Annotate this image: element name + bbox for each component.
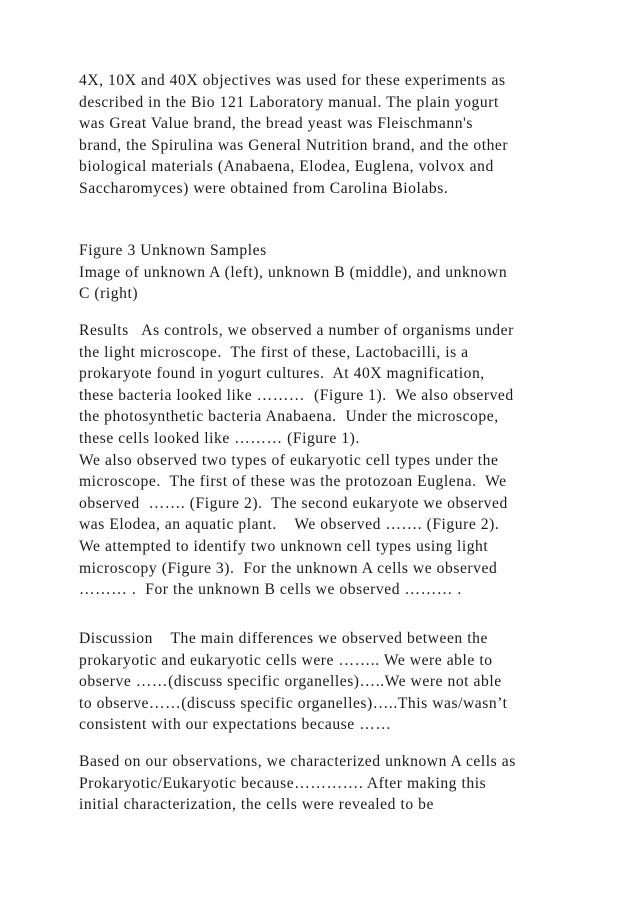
results-paragraph [79, 320, 599, 601]
text-line: ……… . For the unknown B cells we observed ……… . [79, 581, 462, 599]
text-line: We also observed two types of eukaryotic cell types under the [79, 451, 499, 469]
text-line: Saccharomyces) were obtained from Carolina Biolabs. [79, 179, 449, 197]
text-line: was Elodea, an aquatic plant. We observed ……. (Figure 2). [79, 516, 500, 534]
text-line: Image of unknown A (left), unknown B (middle), and unknown [79, 263, 508, 281]
text-line: these cells looked like ……… (Figure 1). [79, 429, 360, 447]
text-line: brand, the Spirulina was General Nutrition brand, and the other [79, 136, 509, 154]
text-line: Based on our observations, we characterized unknown A cells as [79, 753, 516, 770]
text-line: Discussion The main differences we observed between the [79, 630, 488, 647]
discussion-paragraph [79, 628, 599, 736]
text-line: microscopy (Figure 3). For the unknown A cells we observed [79, 559, 498, 577]
text-line: observe ……(discuss specific organelles)…..We were not able [79, 673, 502, 691]
text-line: microscope. The first of these was the protozoan Euglena. We [79, 473, 507, 491]
text-line: We attempted to identify two unknown cell types using light [79, 537, 489, 555]
text-line: the photosynthetic bacteria Anabaena. Under the microscope, [79, 408, 499, 426]
methods-paragraph [79, 70, 599, 200]
text-line: prokaryote found in yogurt cultures. At 40X magnification, [79, 365, 485, 383]
text-line: described in the Bio 121 Laboratory manual. The plain yogurt [79, 93, 499, 111]
text-line: Results As controls, we observed a number of organisms under [79, 322, 514, 339]
figure3-caption [79, 240, 599, 305]
text-line: these bacteria looked like ……… (Figure 1). We also observed [79, 386, 514, 404]
text-line: C (right) [79, 285, 139, 303]
text-line: the light microscope. The first of these, Lactobacilli, is a [79, 343, 469, 361]
text-line: 4X, 10X and 40X objectives was used for these experiments as [79, 72, 506, 89]
text-line: was Great Value brand, the bread yeast was Fleischmann's [79, 115, 474, 133]
text-line: observed ……. (Figure 2). The second eukaryote we observed [79, 494, 508, 512]
text-line: consistent with our expectations because …… [79, 716, 392, 734]
text-line: prokaryotic and eukaryotic cells were …….. We were able to [79, 651, 493, 669]
conclusion-paragraph [79, 751, 599, 816]
caption-title: Figure 3 Unknown Samples [79, 242, 267, 259]
text-line: to observe……(discuss specific organelles)…..This was/wasn’t [79, 694, 508, 712]
text-line: biological materials (Anabaena, Elodea, Euglena, volvox and [79, 158, 494, 176]
text-line: initial characterization, the cells were revealed to be [79, 796, 434, 814]
text-line: Prokaryotic/Eukaryotic because…………. After making this [79, 774, 487, 792]
